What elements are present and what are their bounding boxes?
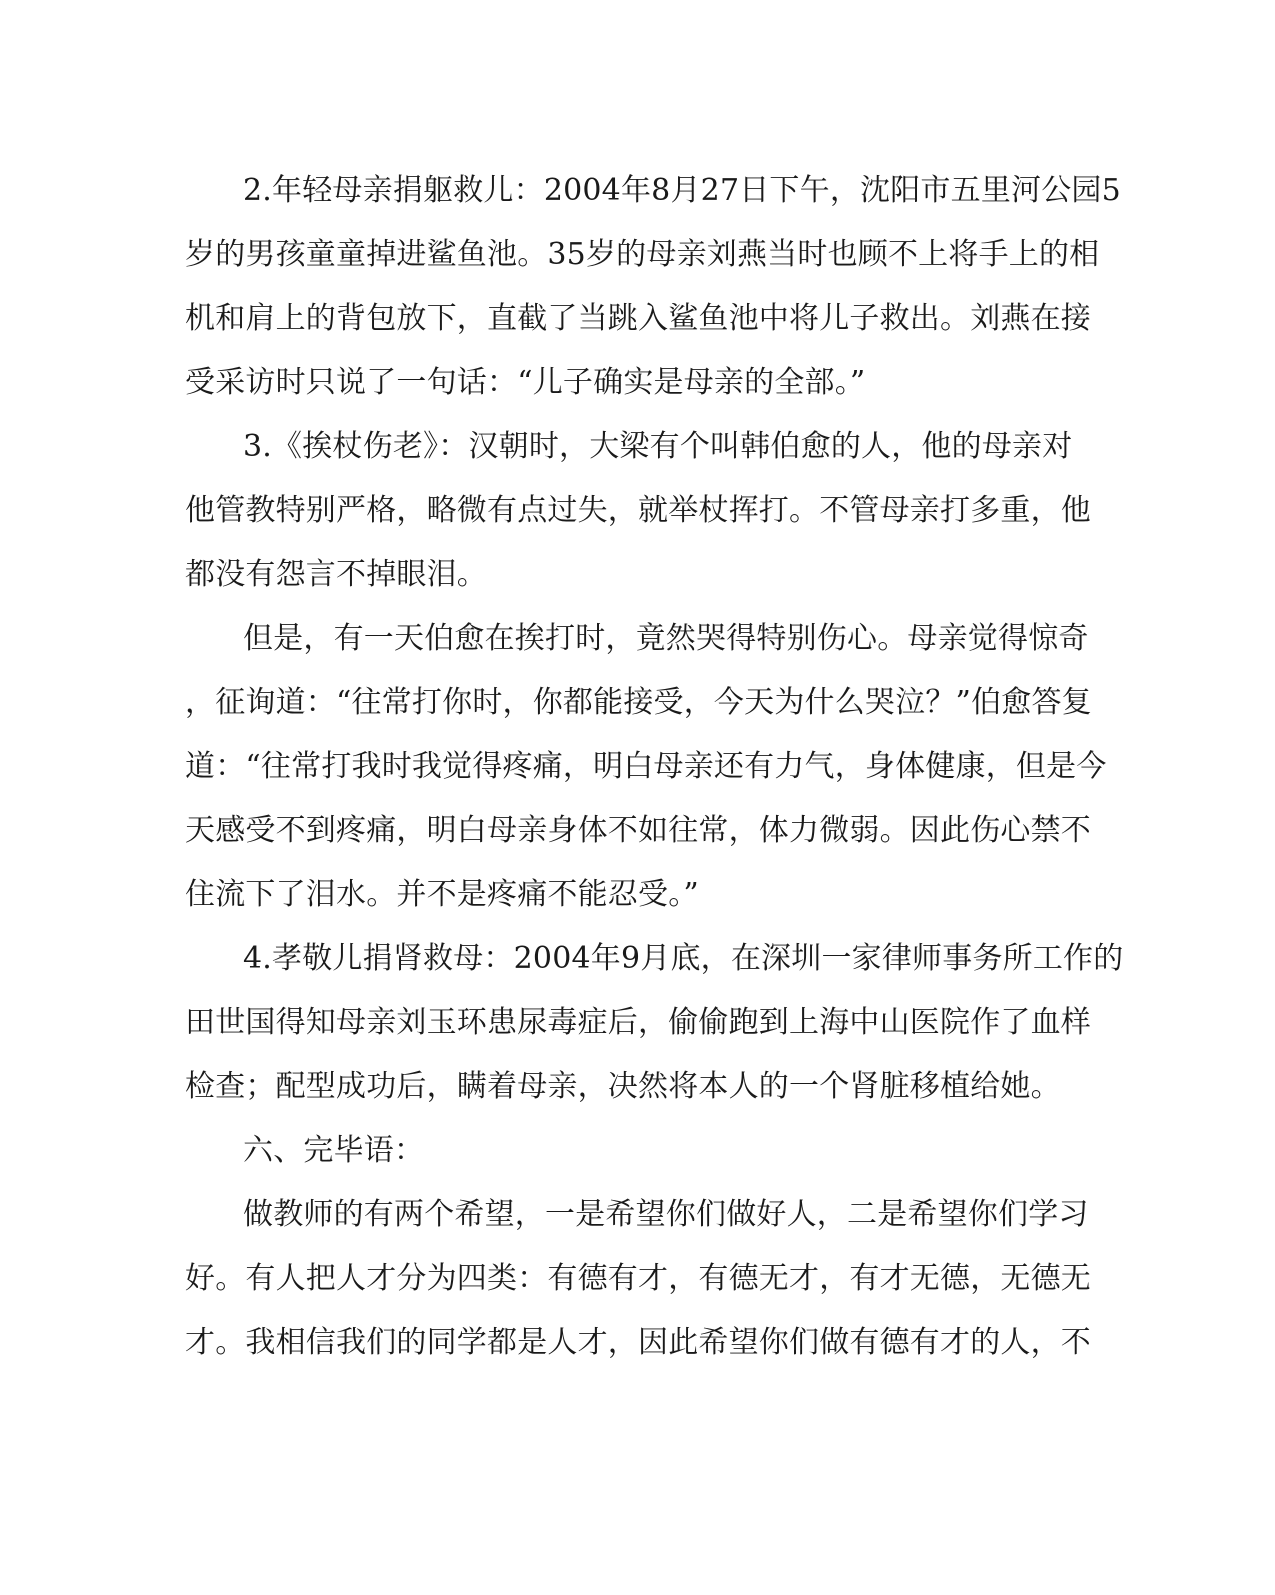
text-line: 住流下了泪水。并不是疼痛不能忍受。” <box>185 877 699 912</box>
text-line: 岁的男孩童童掉进鲨鱼池。35岁的母亲刘燕当时也顾不上将手上的相 <box>185 237 1100 272</box>
text-line: 田世国得知母亲刘玉环患尿毒症后，偷偷跑到上海中山医院作了血样 <box>185 1005 1091 1040</box>
text-line: 受采访时只说了一句话：“儿子确实是母亲的全部。” <box>185 365 866 400</box>
text-line: 他管教特别严格，略微有点过失，就举杖挥打。不管母亲打多重，他 <box>185 493 1091 528</box>
text-line: 机和肩上的背包放下，直截了当跳入鲨鱼池中将儿子救出。刘燕在接 <box>185 301 1091 336</box>
text-line: 检查；配型成功后，瞒着母亲，决然将本人的一个肾脏移植给她。 <box>185 1069 1061 1104</box>
text-line: 2.年轻母亲捐躯救儿：2004年8月27日下午，沈阳市五里河公园5 <box>243 173 1121 208</box>
section-heading-closing <box>185 1119 1065 1183</box>
text-line: 道：“往常打我时我觉得疼痛，明白母亲还有力气，身体健康，但是今 <box>185 749 1107 784</box>
text-line: 好。有人把人才分为四类：有德有才，有德无才，有才无德，无德无 <box>185 1261 1091 1296</box>
paragraph-kidney-donation <box>185 927 1124 1119</box>
text-line: 都没有怨言不掉眼泪。 <box>185 557 487 592</box>
paragraph-boyu-crying <box>185 607 1107 927</box>
text-line: 3.《挨杖伤老》：汉朝时，大梁有个叫韩伯愈的人，他的母亲对 <box>243 429 1073 464</box>
text-line: ，征询道：“往常打你时，你都能接受，今天为什么哭泣？”伯愈答复 <box>185 685 1092 720</box>
paragraph-staff-story <box>185 415 1091 607</box>
paragraph-teacher-hopes <box>185 1183 1091 1375</box>
section-heading: 六、完毕语： <box>243 1133 425 1168</box>
document-body <box>185 159 1124 1375</box>
text-line: 才。我相信我们的同学都是人才，因此希望你们做有德有才的人，不 <box>185 1325 1091 1360</box>
paragraph-rescue-son <box>185 159 1121 415</box>
text-line: 做教师的有两个希望，一是希望你们做好人，二是希望你们学习 <box>243 1197 1089 1232</box>
text-line: 天感受不到疼痛，明白母亲身体不如往常，体力微弱。因此伤心禁不 <box>185 813 1091 848</box>
text-line: 4.孝敬儿捐肾救母：2004年9月底，在深圳一家律师事务所工作的 <box>243 941 1124 976</box>
text-line: 但是，有一天伯愈在挨打时，竟然哭得特别伤心。母亲觉得惊奇 <box>243 621 1089 656</box>
